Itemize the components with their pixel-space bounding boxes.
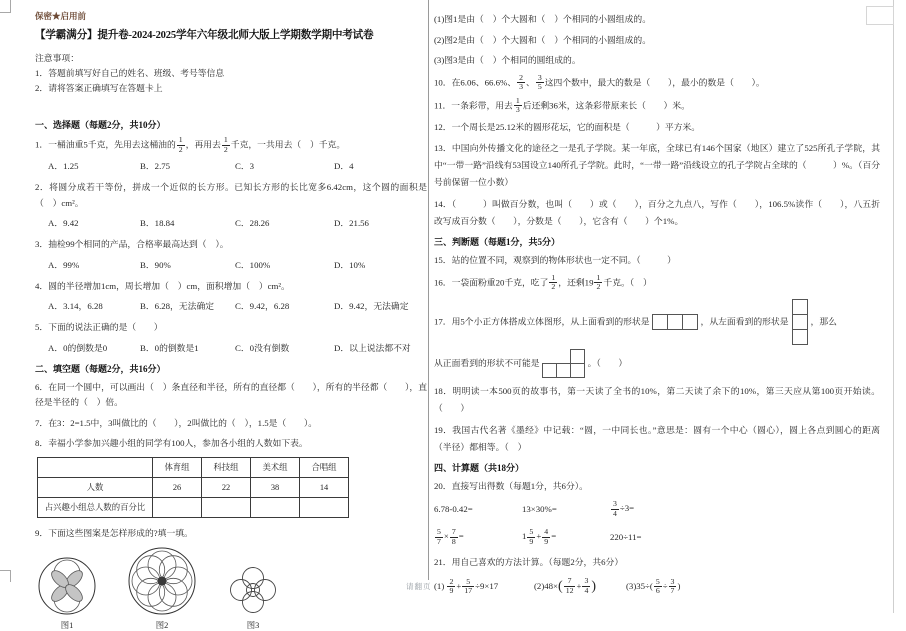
fraction: $\frac{3}{4}$: [613, 499, 617, 518]
question-2-options: [35, 216, 427, 230]
option-c: C．28.26: [235, 218, 270, 229]
question-7: 7．在3：2=1.5中，3叫做比的（ ），2叫做比的（ ），1.5是（ ）。: [35, 417, 318, 428]
question-17-line-2: 从正面看到的形状不可能是 。（ ）: [434, 350, 880, 378]
question-16: 16．一袋面粉重20千克，吃了 $\frac{1}{2}$ ，还剩19 $\frac{1}{2}$ 千克。（ ）: [434, 272, 652, 292]
option-b: B．90%: [140, 259, 171, 270]
page-break-label: 请翻页: [406, 582, 432, 591]
option-d: D．4: [334, 161, 354, 172]
option-b: B．18.84: [140, 218, 175, 229]
notes-heading: 注意事项：: [35, 53, 79, 63]
question-17-line-1: 17．用5个小正方体搭成立体图形，从上面看到的形状是 ，从左面看到的形状是 ，那么: [434, 300, 880, 345]
front-view-shape: [543, 350, 585, 378]
calc-item: 1 $\frac{5}{9}$ + $\frac{4}{9}$ =: [522, 526, 557, 546]
question-4-options: [35, 299, 427, 313]
figure-caption-1: 图1: [60, 621, 74, 631]
table-row-percent: 占兴趣小组总人数的百分比: [38, 497, 349, 517]
four-petal-circle-icon: [37, 556, 97, 616]
fraction: $\frac{2}{9}$: [449, 576, 454, 596]
section-heading-judge: 三、判断题（每题1分，共5分）: [434, 237, 561, 248]
calc-item: $\frac{3}{4}$ ÷3=: [613, 499, 635, 518]
fraction: $\frac{1}{2}$: [223, 135, 228, 154]
calc-item: $\frac{5}{7}$ × $\frac{7}{8}$ =: [437, 526, 464, 546]
page-corner-mark-bottom-left: [0, 570, 11, 582]
page-title: 【学霸满分】提升卷-2024-2025学年六年级北师大版上学期数学期中考试卷: [35, 30, 374, 41]
question-1-options: [35, 159, 427, 173]
question-3: 3．抽检99个相同的产品，合格率最高达到（ ）。: [35, 239, 229, 250]
question-2: 2．将圆分成若干等份，拼成一个近似的长方形。已知长方形的长比宽多6.42cm，这个圆的面积是（ ）cm²。: [35, 182, 427, 208]
fraction: $\frac{7}{12}$: [565, 576, 574, 595]
question-13: 13．中国向外传播文化的途径之一是孔子学院。某一年底，全球已有146个国家（地区）建立了525所孔子学院，其中“一带一路”沿线有53国设立140所孔子学院。此时，“一带一路”沿线设立的孔子学院占全球的（ ）%。（百分号前保留一位小数）: [434, 143, 880, 188]
section-heading-choice: 一、选择题（每题2分，共10分）: [35, 120, 166, 130]
interest-groups-table: [37, 457, 349, 518]
question-6: 6．在同一个圆中，可以画出（ ）条直径和半径，所有的直径都（ ），所有的半径都（ ），直径是半径的（ ）倍。: [35, 381, 427, 408]
option-a: A．99%: [48, 259, 80, 270]
question-5: 5．下面的说法正确的是（ ）: [35, 322, 163, 333]
fraction: $\frac{2}{3}$: [519, 72, 524, 92]
question-18: 18．明明读一本500页的故事书，第一天读了全书的10%，第二天读了余下的10%，第三天应从第100页开始读。（ ）: [434, 385, 880, 413]
calc-item: 6.78-0.42=: [434, 503, 473, 514]
option-a: A．9.42: [48, 218, 79, 229]
question-4: 4．圆的半径增加1cm，周长增加（ ）cm，面积增加（ ）cm²。: [35, 280, 290, 291]
question-11: 11．一条彩带，用去 $\frac{1}{3}$ 后还剩36米，这条彩带原来长（ ）米。: [434, 95, 690, 115]
fraction: $\frac{1}{3}$: [515, 95, 520, 115]
question-8: 8．幸福小学参加兴趣小组的同学有100人，参加各小组的人数如下表。: [35, 438, 308, 449]
note-item-1: 1．答题前填写好自己的姓名、班级、考号等信息: [35, 68, 225, 78]
option-d: D．10%: [334, 259, 366, 270]
question-14: 14．（ ）叫做百分数，也叫（ ）或（ ），百分之九点八，写作（ ），106.5%读作（ ），八五折改写成百分数（ ），分数是（ ），它含有（ ）个1%。: [434, 199, 880, 227]
question-5-options: [35, 341, 427, 355]
right-column: [434, 12, 880, 601]
option-d: D．以上说法都不对: [334, 342, 411, 353]
question-9-sub-1: (1)图1是由（ ）个大圆和（ ）个相同的小圆组成的。: [434, 14, 651, 24]
option-c: C．9.42，6.28: [235, 301, 290, 312]
option-b: B．2.75: [140, 161, 171, 172]
table-row-counts: 人数 26 22 38 14: [38, 477, 349, 497]
section-heading-calc: 四、计算题（共18分）: [434, 462, 525, 473]
mental-math-row-1: [434, 499, 880, 518]
question-9-sub-3: (3)图3是由（ ）个相同的圆组成的。: [434, 55, 581, 65]
column-divider-line: [428, 0, 429, 580]
question-12: 12．一个周长是25.12米的圆形花坛，它的面积是（ ）平方米。: [434, 121, 701, 132]
fraction: $\frac{5}{6}$: [655, 576, 660, 596]
question-9-sub-2: (2)图2是由（ ）个大圆和（ ）个相同的小圆组成的。: [434, 34, 651, 45]
left-view-shape: [792, 300, 808, 345]
question-21-head: 21．用自己喜欢的方法计算。（每题2分，共6分）: [434, 557, 624, 568]
calc-item-2: (2)48×( $\frac{7}{12}$ + $\frac{3}{4}$ ): [534, 576, 597, 595]
option-d: D．9.42，无法确定: [334, 301, 409, 312]
question-10: 10．在6.06、66.6%、 $\frac{2}{3}$ 、 $\frac{3}{5}$ 这四个数中，最大的数是（ ），最小的数是（ ）。: [434, 72, 765, 92]
calc-item-3: (3)35÷( $\frac{5}{6}$ ÷ $\frac{3}{7}$ ): [626, 576, 681, 596]
top-view-shape: [653, 314, 698, 330]
circle-pattern-figures: [37, 546, 427, 631]
four-circle-clover-icon: [227, 564, 279, 616]
security-note: 保密★启用前: [35, 11, 87, 21]
option-a: A．1.25: [48, 161, 79, 172]
option-c: C．0没有倒数: [235, 342, 290, 353]
method-calc-row: [434, 576, 880, 597]
table-header-row: 体育组 科技组 美术组 合唱组: [38, 457, 349, 477]
note-item-2: 2．请将答案正确填写在答题卡上: [35, 83, 163, 93]
fraction: $\frac{5}{9}$: [529, 526, 534, 546]
fraction: $\frac{1}{2}$: [596, 272, 601, 292]
calc-item: 220÷11=: [610, 531, 642, 542]
option-d: D．21.56: [334, 218, 369, 229]
fraction: $\frac{5}{7}$: [437, 526, 441, 546]
question-20-head: 20．直接写出得数（每题1分，共6分）。: [434, 480, 588, 491]
calc-item-1: (1) $\frac{2}{9}$ + $\frac{5}{17}$ ÷9×17: [434, 576, 499, 596]
option-b: B．0的倒数是1: [140, 342, 199, 353]
question-1: 1．一桶油重5千克，先用去这桶油的 $\frac{1}{2}$ ，再用去 $\frac{1}{2}$ 千克，一共用去（ ）千克。: [35, 135, 346, 154]
option-a: A．0的倒数是0: [48, 342, 108, 353]
page-corner-mark-top-left: [0, 0, 11, 13]
fraction: $\frac{4}{9}$: [544, 526, 549, 546]
question-19: 19．我国古代名著《墨经》中记载：“圆，一中同长也。”意思是：圆有一个中心（圆心），圆上各点到圆心的距离（半径）都相等。（ ）: [434, 424, 880, 452]
question-15: 15．站的位置不同，观察到的物体形状也一定不同。（ ）: [434, 255, 676, 266]
option-a: A．3.14，6.28: [48, 301, 103, 312]
option-b: B．6.28，无法确定: [140, 301, 215, 312]
figure-caption-3: 图3: [246, 621, 260, 631]
eight-petal-rosette-icon: [127, 546, 197, 616]
fraction: $\frac{1}{2}$: [551, 272, 556, 292]
section-heading-fill: 二、填空题（每题2分，共16分）: [35, 363, 166, 374]
circle-pattern-figure-2: [127, 546, 197, 631]
fraction: $\frac{7}{8}$: [451, 526, 456, 546]
mental-math-row-2: [434, 527, 880, 546]
circle-pattern-figure-3: [227, 564, 279, 631]
question-3-options: [35, 258, 427, 272]
fraction: $\frac{3}{5}$: [537, 72, 542, 92]
left-column: [35, 10, 427, 631]
circle-pattern-figure-1: [37, 556, 97, 631]
figure-caption-2: 图2: [155, 621, 169, 631]
question-9: 9．下面这些图案是怎样形成的?填一填。: [35, 527, 193, 538]
page-edge-line-right: [893, 0, 894, 613]
option-c: C．3: [235, 161, 255, 172]
fraction: $\frac{5}{17}$: [464, 576, 473, 596]
fraction: $\frac{3}{7}$: [670, 576, 675, 596]
calc-item: 13×30%=: [522, 503, 557, 514]
option-c: C．100%: [235, 259, 271, 270]
fraction: $\frac{3}{4}$: [584, 576, 589, 595]
fraction: $\frac{1}{2}$: [178, 135, 183, 154]
